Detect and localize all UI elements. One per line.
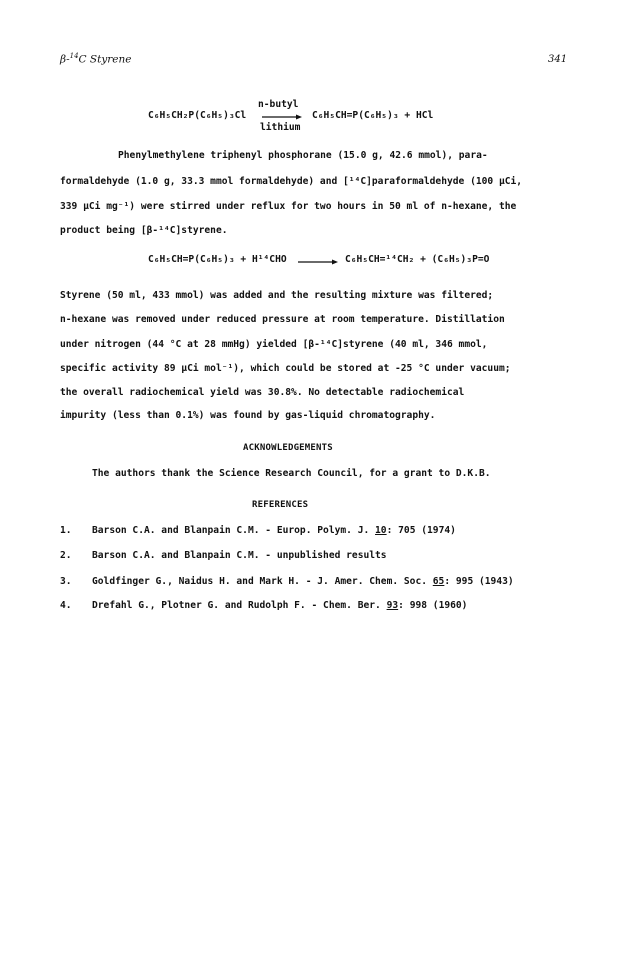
reference-pages-year: : 995 (1943) — [444, 576, 514, 587]
reference-number: 4. — [60, 600, 72, 611]
reference-number: 2. — [60, 550, 72, 561]
reaction1-products: C₆H₅CH=P(C₆H₅)₃ + HCl — [312, 110, 434, 121]
paragraph2-line: under nitrogen (44 °C at 28 mmHg) yielded [β-¹⁴C]styrene (40 ml, 346 mmol, — [60, 339, 488, 350]
references-heading: REFERENCES — [252, 500, 309, 510]
reaction1-reagent-below: lithium — [260, 122, 301, 133]
paragraph1-line: product being [β-¹⁴C]styrene. — [60, 225, 228, 236]
running-title-superscript: 14 — [69, 52, 79, 60]
acknowledgements-heading: ACKNOWLEDGEMENTS — [243, 443, 333, 453]
reference-citation: Barson C.A. and Blanpain C.M. - unpublished results — [92, 550, 387, 561]
paragraph1-line: formaldehyde (1.0 g, 33.3 mmol formaldehyde) and [¹⁴C]paraformaldehyde (100 µCi, — [60, 176, 523, 187]
reference-entry — [92, 550, 387, 561]
reference-citation: Goldfinger G., Naidus H. and Mark H. - J. Amer. Chem. Soc. — [92, 576, 433, 587]
reference-volume: 93 — [386, 600, 399, 611]
reaction2-products: C₆H₅CH=¹⁴CH₂ + (C₆H₅)₃P=O — [345, 254, 490, 265]
reference-entry — [92, 525, 456, 536]
reference-number: 1. — [60, 525, 72, 536]
reference-number: 3. — [60, 576, 72, 587]
reaction2-arrow-icon — [298, 259, 338, 265]
paragraph1-line: Phenylmethylene triphenyl phosphorane (15.0 g, 42.6 mmol), para- — [118, 150, 488, 161]
page-number: 341 — [548, 54, 568, 65]
paragraph2-line: Styrene (50 ml, 433 mmol) was added and the resulting mixture was filtered; — [60, 290, 494, 301]
paragraph2-line: the overall radiochemical yield was 30.8%. No detectable radiochemical — [60, 387, 465, 398]
reference-pages-year: : 998 (1960) — [398, 600, 468, 611]
reference-pages-year: : 705 (1974) — [386, 525, 456, 536]
reaction2-reactants: C₆H₅CH=P(C₆H₅)₃ + H¹⁴CHO — [148, 254, 287, 265]
reference-volume: 10 — [375, 525, 387, 536]
running-title — [60, 52, 131, 66]
reference-volume: 65 — [432, 576, 445, 587]
reaction1-reactant: C₆H₅CH₂P(C₆H₅)₃Cl — [148, 110, 247, 121]
acknowledgements-text: The authors thank the Science Research Council, for a grant to D.K.B. — [92, 468, 491, 479]
paragraph2-line: specific activity 89 µCi mol⁻¹), which could be stored at -25 °C under vacuum; — [60, 363, 511, 374]
reaction1-reagent-above: n-butyl — [258, 99, 299, 110]
running-title-suffix: C Styrene — [78, 53, 132, 66]
running-title-prefix: β- — [60, 53, 70, 66]
paragraph2-line: impurity (less than 0.1%) was found by gas-liquid chromatography. — [60, 410, 436, 421]
reference-entry — [92, 576, 514, 587]
reaction1-arrow-icon — [262, 114, 302, 120]
reference-citation: Barson C.A. and Blanpain C.M. - Europ. Polym. J. — [92, 525, 376, 536]
reference-entry — [92, 600, 467, 611]
paragraph2-line: n-hexane was removed under reduced pressure at room temperature. Distillation — [60, 314, 505, 325]
reference-citation: Drefahl G., Plotner G. and Rudolph F. - Chem. Ber. — [92, 600, 387, 611]
paragraph1-line: 339 µCi mg⁻¹) were stirred under reflux for two hours in 50 ml of n-hexane, the — [60, 201, 517, 212]
